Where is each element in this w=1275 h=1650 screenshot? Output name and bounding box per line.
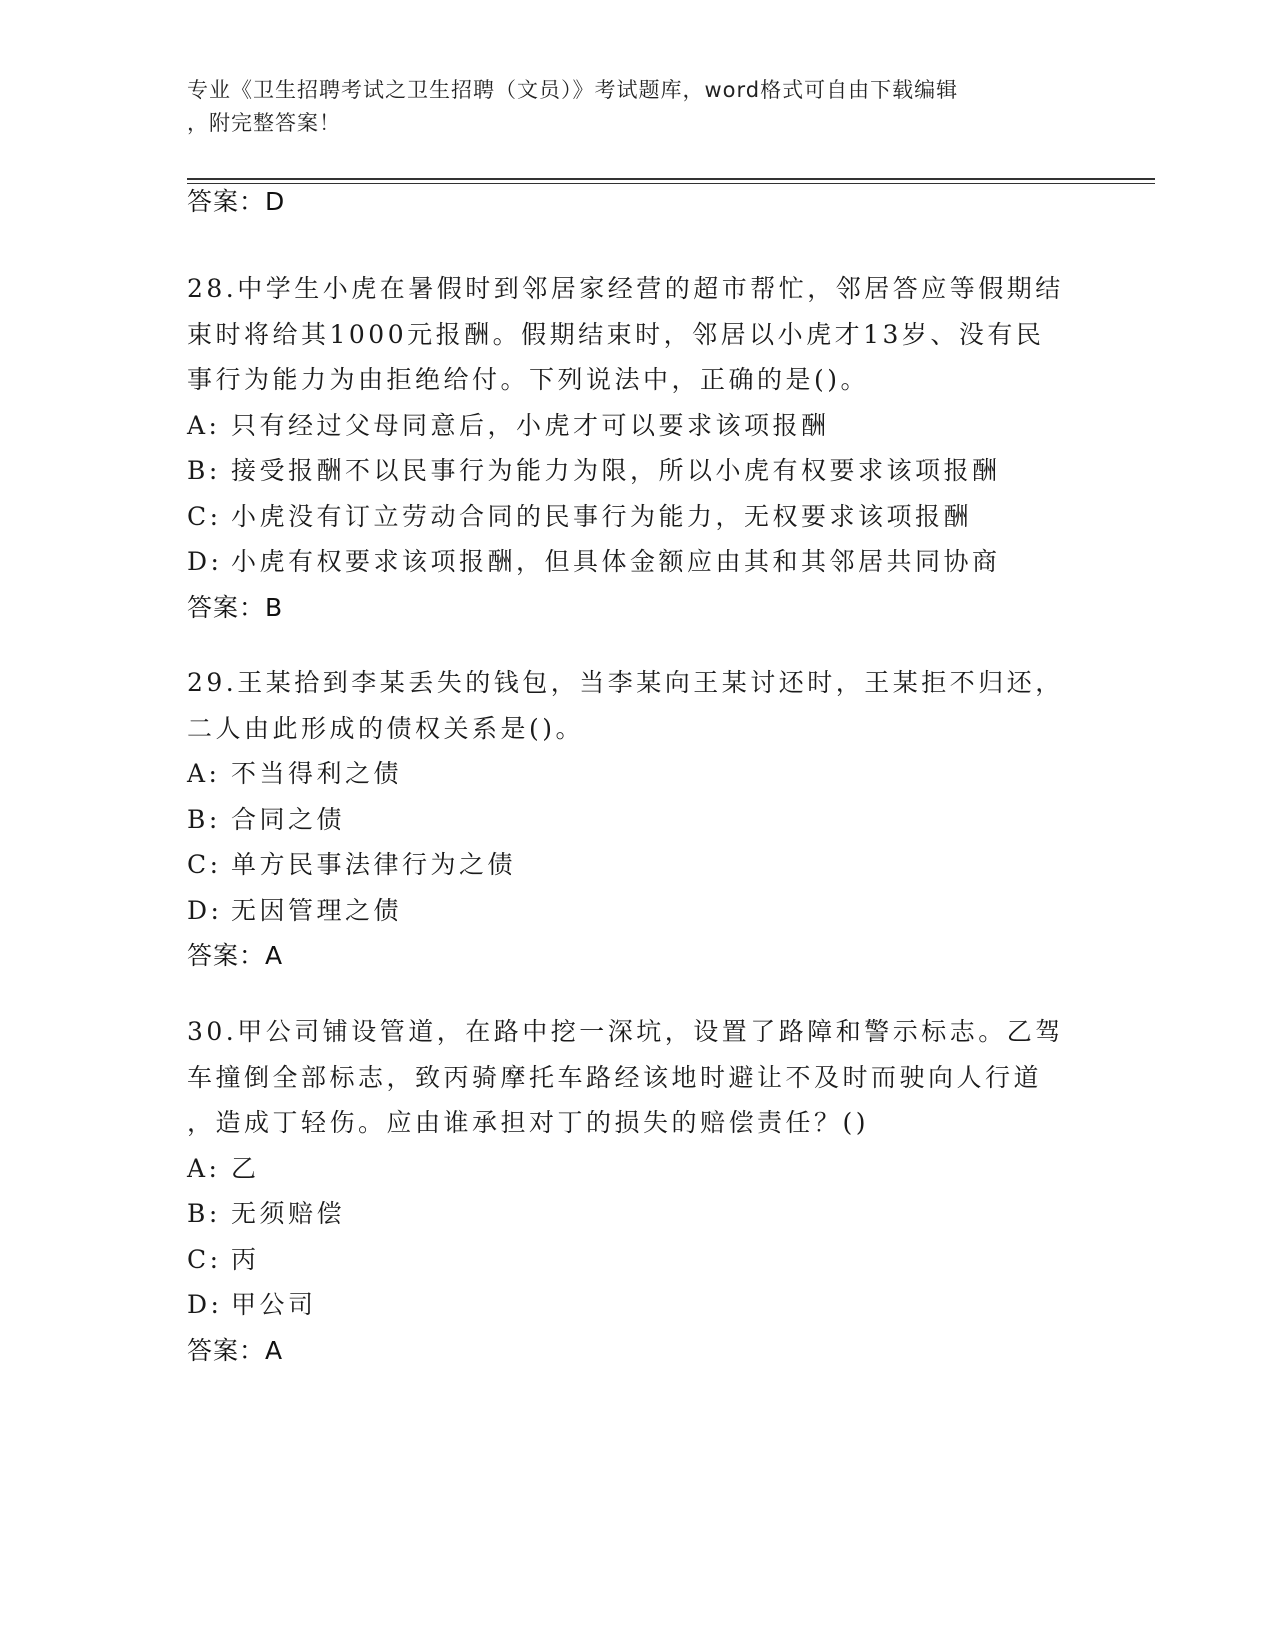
question-text-line: 车撞倒全部标志，致丙骑摩托车路经该地时避让不及时而驶向人行道 xyxy=(187,1062,1043,1092)
option-d xyxy=(187,1282,1087,1328)
question-text-line: 事行为能力为由拒绝给付。下列说法中，正确的是()。 xyxy=(187,365,870,394)
option-b xyxy=(187,448,1087,494)
answer-line: 答案：A xyxy=(187,941,284,970)
header-line-2: ，附完整答案！ xyxy=(187,111,341,135)
question-29 xyxy=(187,660,1087,979)
option-a xyxy=(187,751,1087,797)
question-text-line: 30.甲公司铺设管道，在路中挖一深坑，设置了路障和警示标志。乙驾 xyxy=(187,1017,1064,1046)
question-text-line: 28.中学生小虎在暑假时到邻居家经营的超市帮忙，邻居答应等假期结 xyxy=(187,274,1064,303)
option-d xyxy=(187,888,1087,934)
option-key: D: xyxy=(187,547,223,576)
option-key: C: xyxy=(187,850,222,879)
question-text-line: 二人由此形成的债权关系是()。 xyxy=(187,713,585,743)
option-text: 接受报酬不以民事行为能力为限，所以小虎有权要求该项报酬 xyxy=(231,456,1001,485)
option-text: 只有经过父母同意后，小虎才可以要求该项报酬 xyxy=(231,410,830,440)
option-c xyxy=(187,494,1087,540)
option-key: B: xyxy=(187,456,221,485)
option-key: B: xyxy=(187,1199,221,1228)
option-key: A: xyxy=(187,759,221,788)
option-c xyxy=(187,1237,1087,1283)
option-c xyxy=(187,842,1087,888)
option-text: 无须赔偿 xyxy=(231,1199,346,1228)
option-text: 甲公司 xyxy=(231,1290,317,1319)
option-text: 单方民事法律行为之债 xyxy=(231,850,517,879)
option-key: D: xyxy=(187,1290,223,1319)
document-header xyxy=(187,74,1067,140)
option-key: C: xyxy=(187,1244,222,1274)
option-text: 乙 xyxy=(231,1153,260,1183)
question-text-line: ，造成丁轻伤。应由谁承担对丁的损失的赔偿责任？() xyxy=(187,1108,870,1137)
previous-answer: 答案：D xyxy=(187,187,286,216)
option-text: 小虎有权要求该项报酬，但具体金额应由其和其邻居共同协商 xyxy=(231,547,1001,576)
answer-line: 答案：B xyxy=(187,592,284,622)
header-divider-thin xyxy=(187,183,1155,184)
question-28 xyxy=(187,266,1087,630)
option-text: 不当得利之债 xyxy=(231,759,403,788)
option-key: D: xyxy=(187,895,223,925)
option-b xyxy=(187,797,1087,843)
question-text-line: 29.王某拾到李某丢失的钱包，当李某向王某讨还时，王某拒不归还， xyxy=(187,668,1064,697)
option-b xyxy=(187,1191,1087,1237)
option-key: B: xyxy=(187,804,221,834)
option-text: 合同之债 xyxy=(231,804,346,834)
option-a xyxy=(187,403,1087,449)
option-key: C: xyxy=(187,501,222,531)
option-a xyxy=(187,1146,1087,1192)
answer-line: 答案：A xyxy=(187,1335,284,1365)
option-text: 丙 xyxy=(231,1244,260,1274)
question-30 xyxy=(187,1009,1087,1373)
option-text: 无因管理之债 xyxy=(231,895,403,925)
option-text: 小虎没有订立劳动合同的民事行为能力，无权要求该项报酬 xyxy=(231,501,973,531)
option-key: A: xyxy=(187,1153,221,1183)
header-divider xyxy=(187,178,1155,180)
option-key: A: xyxy=(187,410,221,440)
question-text-line: 束时将给其1000元报酬。假期结束时，邻居以小虎才13岁、没有民 xyxy=(187,319,1045,349)
header-line-1: 专业《卫生招聘考试之卫生招聘（文员）》考试题库，word格式可自由下载编辑 xyxy=(187,78,959,102)
option-d xyxy=(187,539,1087,585)
